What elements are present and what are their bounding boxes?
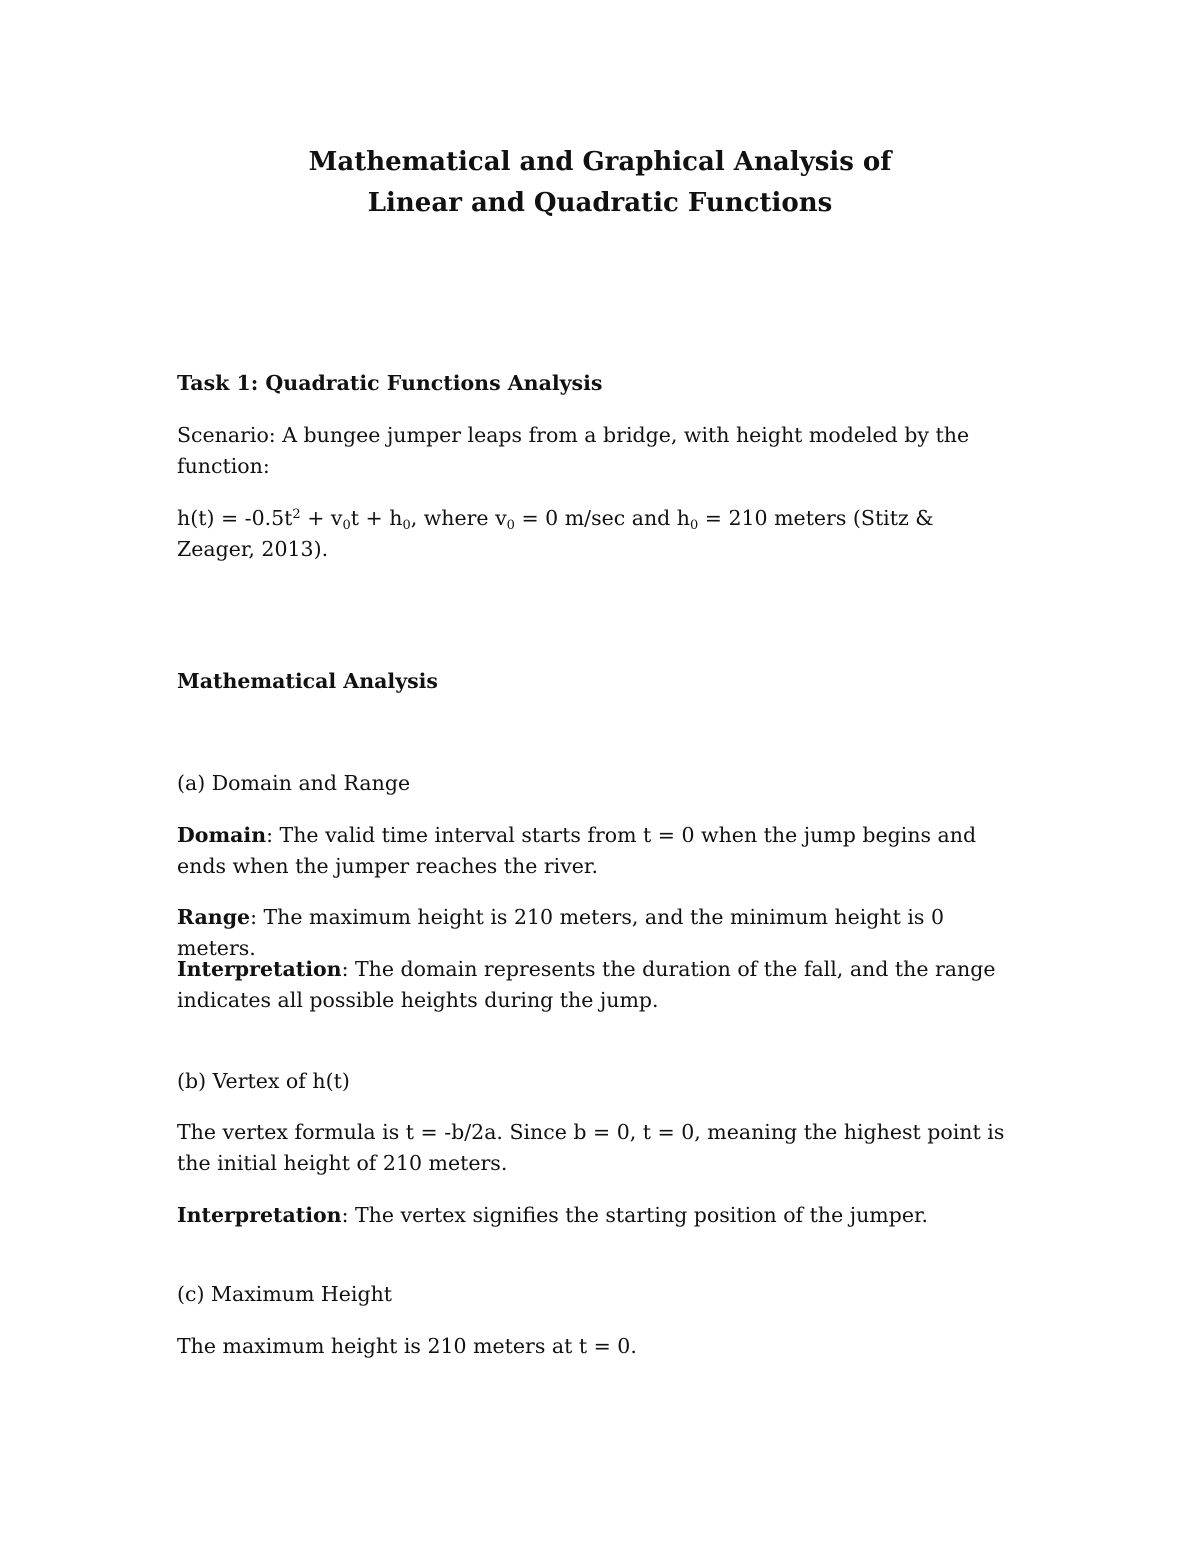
domain-paragraph: Domain: The valid time interval starts from t = 0 when the jump begins and ends when the jumper reaches the river. (177, 823, 977, 878)
part-a-heading: (a) Domain and Range (177, 771, 411, 795)
document-title-line-2: Linear and Quadratic Functions (367, 188, 833, 218)
part-b-heading: (b) Vertex of h(t) (177, 1069, 350, 1093)
interpretation-b-paragraph: Interpretation: The vertex signifies the starting position of the jumper. (177, 1203, 929, 1227)
domain-label: Domain (177, 823, 267, 847)
range-label: Range (177, 905, 251, 929)
interpretation-b-label: Interpretation (177, 1203, 342, 1227)
math-analysis-heading: Mathematical Analysis (177, 669, 438, 693)
range-paragraph: Range: The maximum height is 210 meters, and the minimum height is 0 meters. (177, 905, 945, 960)
interpretation-a-label: Interpretation (177, 957, 342, 981)
interpretation-a-paragraph: Interpretation: The domain represents the duration of the fall, and the range indicates all possible heights during the jump. (177, 957, 996, 1012)
document-title-line-1: Mathematical and Graphical Analysis of (308, 147, 892, 177)
max-height-paragraph: The maximum height is 210 meters at t = 0. (177, 1334, 637, 1358)
part-c-heading: (c) Maximum Height (177, 1282, 393, 1306)
function-formula: $h(t) = -0.5t^2 + v_0t + h_0$, where $v_0 = 0$ m/sec and $h_0 = 210$ meters (Stitz & Zeager, 2013). (177, 506, 934, 561)
task-heading: Task 1: Quadratic Functions Analysis (177, 371, 603, 395)
vertex-paragraph: The vertex formula is t = -b/2a. Since b = 0, t = 0, meaning the highest point is the initial height of 210 meters. (177, 1120, 1005, 1175)
scenario-paragraph: Scenario: A bungee jumper leaps from a bridge, with height modeled by the function: (177, 423, 970, 478)
